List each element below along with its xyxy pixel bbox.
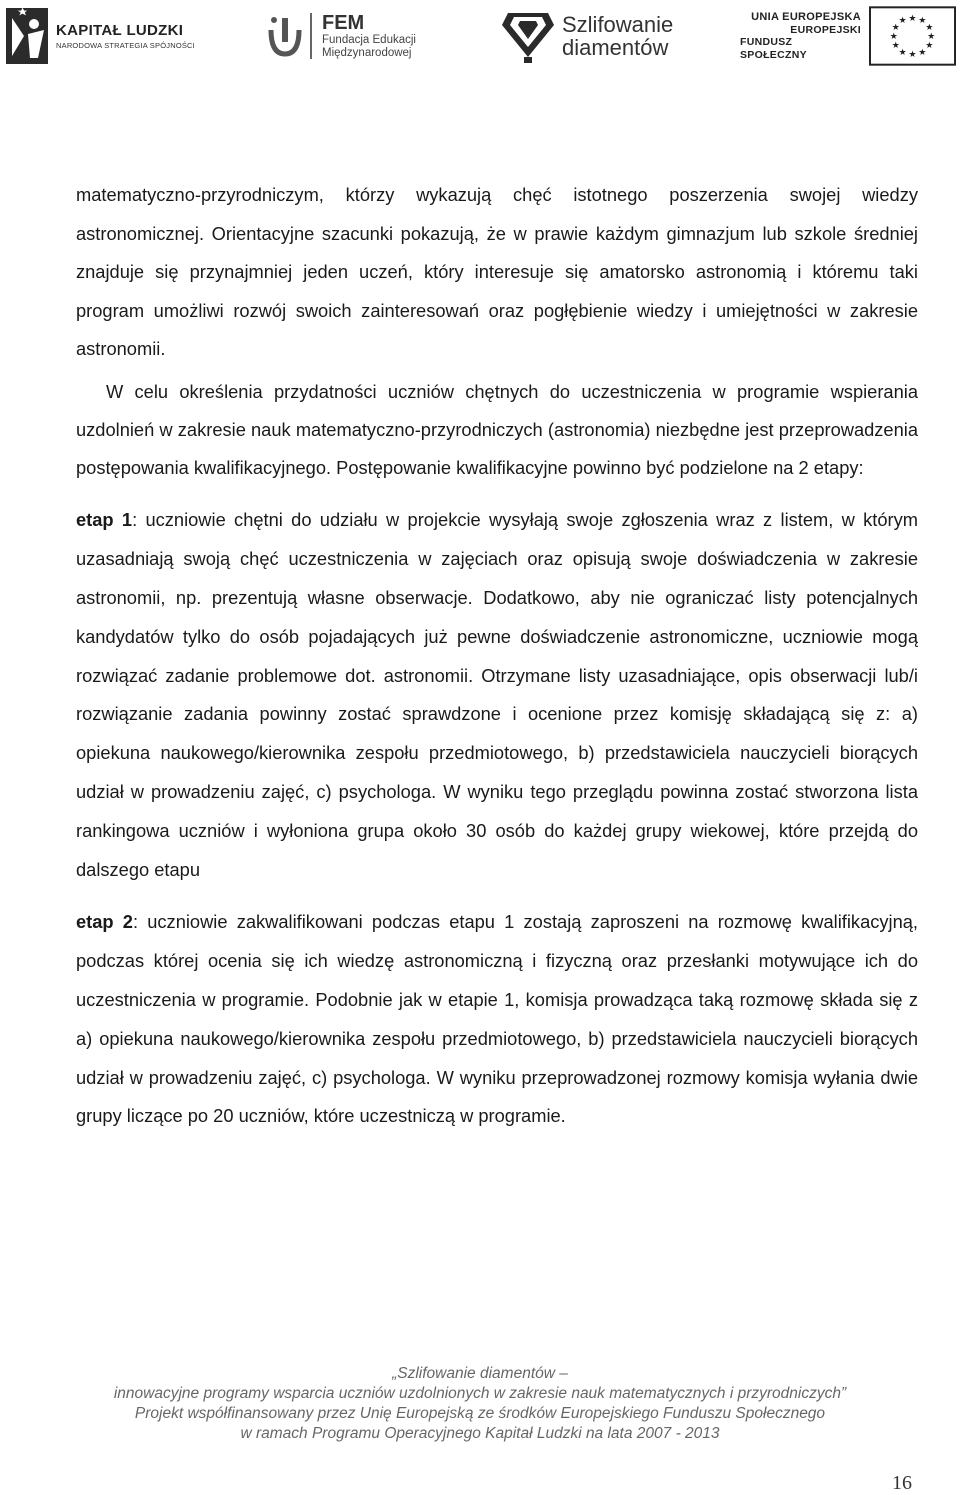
paragraph-etap-2 <box>76 903 918 1136</box>
kapital-ludzki-emblem-icon <box>4 6 50 66</box>
etap-2-text: : uczniowie zakwalifikowani podczas etapu 1 zostają zaproszeni na rozmowę kwalifikacyjną, podczas której ocenia się ich wiedzę astronomiczną i fizyczną oraz przesłanki motywujące ich do uczestniczenia w programie. Podobnie jak w etapie 1, komisja prowadząca taką rozmowę składa się z a) opiekuna naukowego/kierownika zespołu przedmiotowego, b) przedstawiciela nauczycieli biorących udział w prowadzeniu zajęć, c) psychologa. W wyniku przeprowadzonej rozmowy komisja wyłania dwie grupy liczące po 20 uczniów, które uczestniczą w programie. <box>76 911 918 1127</box>
svg-text:★: ★ <box>898 16 907 27</box>
svg-text:★: ★ <box>925 40 934 51</box>
svg-text:★: ★ <box>908 14 917 25</box>
eu-line2: EUROPEJSKI <box>790 23 861 36</box>
diamond-icon <box>500 7 556 65</box>
footer-line-2: innowacyjne programy wsparcia uczniów uzdolnionych w zakresie nauk matematycznych i przyrodniczych” <box>113 1385 847 1402</box>
eu-logo <box>740 6 956 66</box>
svg-text:★: ★ <box>891 23 900 34</box>
svg-text:★: ★ <box>908 49 917 60</box>
svg-text:★: ★ <box>898 47 907 58</box>
footer-line-3: Projekt współfinansowany przez Unię Europejską ze środków Europejskiego Funduszu Społecznego <box>134 1405 826 1422</box>
page-footer <box>0 1364 960 1444</box>
kapital-ludzki-title: KAPITAŁ LUDZKI <box>56 22 184 39</box>
footer-line-1: „Szlifowanie diamentów – <box>392 1365 568 1382</box>
page-header <box>0 0 960 72</box>
kapital-ludzki-logo <box>4 6 214 66</box>
svg-text:★: ★ <box>889 31 898 42</box>
svg-text:★: ★ <box>891 40 900 51</box>
eu-flag-icon <box>869 6 956 66</box>
etap-2-label: etap 2 <box>76 911 133 933</box>
fem-line2: Międzynarodowej <box>322 46 412 59</box>
fem-title: FEM <box>322 12 365 35</box>
svg-text:★: ★ <box>925 23 934 34</box>
szlifowanie-diamentow-logo <box>500 6 720 66</box>
etap-1-label: etap 1 <box>76 509 133 531</box>
svg-text:★: ★ <box>927 31 936 42</box>
svg-text:★: ★ <box>918 47 927 58</box>
svg-text:★: ★ <box>918 16 927 27</box>
szlifowanie-line2: diamentów <box>562 35 669 60</box>
paragraph-intro: matematyczno-przyrodniczym, którzy wykazują chęć istotnego poszerzenia swojej wiedzy astronomicznej. Orientacyjne szacunki pokazują, że w prawie każdym gimnazjum lub szkole średniej znajduje się przynajmniej jeden uczeń, który interesuje się amatorsko astronomią i któremu taki program umożliwi rozwój swoich zainteresowań oraz pogłębienie wiedzy i umiejętności w zakresie astronomii. <box>76 184 918 359</box>
footer-line-4: w ramach Programu Operacyjnego Kapitał Ludzki na lata 2007 - 2013 <box>240 1425 720 1442</box>
eu-line3: FUNDUSZ SPOŁECZNY <box>740 36 807 61</box>
paragraph-qualification: W celu określenia przydatności uczniów chętnych do uczestniczenia w programie wspierania uzdolnień w zakresie nauk matematyczno-przyrodniczych (astronomia) niezbędne jest przeprowadzenia postępowania kwalifikacyjnego. Postępowanie kwalifikacyjne powinno być podzielone na 2 etapy: <box>76 380 918 479</box>
paragraph-etap-1 <box>76 501 918 889</box>
kapital-ludzki-subtitle: NARODOWA STRATEGIA SPÓJNOŚCI <box>56 41 195 50</box>
szlifowanie-line1: Szlifowanie <box>562 11 674 37</box>
fem-line1: Fundacja Edukacji <box>322 34 416 47</box>
etap-1-text: : uczniowie chętni do udziału w projekcie wysyłają swoje zgłoszenia wraz z listem, w którym uzasadniają swoją chęć uczestniczenia w zajęciach oraz opisują swoje doświadczenia w zakresie astronomii, np. prezentują własne obserwacje. Dodatkowo, aby nie ograniczać listy potencjalnych kandydatów tylko do osób pojadających już pewne doświadczenie astronomiczne, uczniowie mogą rozwiązać zadanie problemowe dot. astronomii. Otrzymane listy uzasadniające, opis obserwacji lub/i rozwiązanie zadania powinny zostać sprawdzone i ocenione przez komisję składającą się z: a) opiekuna naukowego/kierownika zespołu przedmiotowego, b) przedstawiciela nauczycieli biorących udział w prowadzeniu zajęć, c) psychologa. W wyniku tego przeglądu powinna zostać stworzona lista rankingowa uczniów i wyłoniona grupa około 30 osób do każdej grupy wiekowej, które przejdą do dalszego etapu <box>76 509 918 880</box>
document-body <box>76 176 918 1136</box>
page-number: 16 <box>892 1472 912 1494</box>
eu-line1: UNIA EUROPEJSKA <box>751 10 861 23</box>
fem-emblem-icon <box>268 14 302 58</box>
fem-logo <box>268 6 468 66</box>
